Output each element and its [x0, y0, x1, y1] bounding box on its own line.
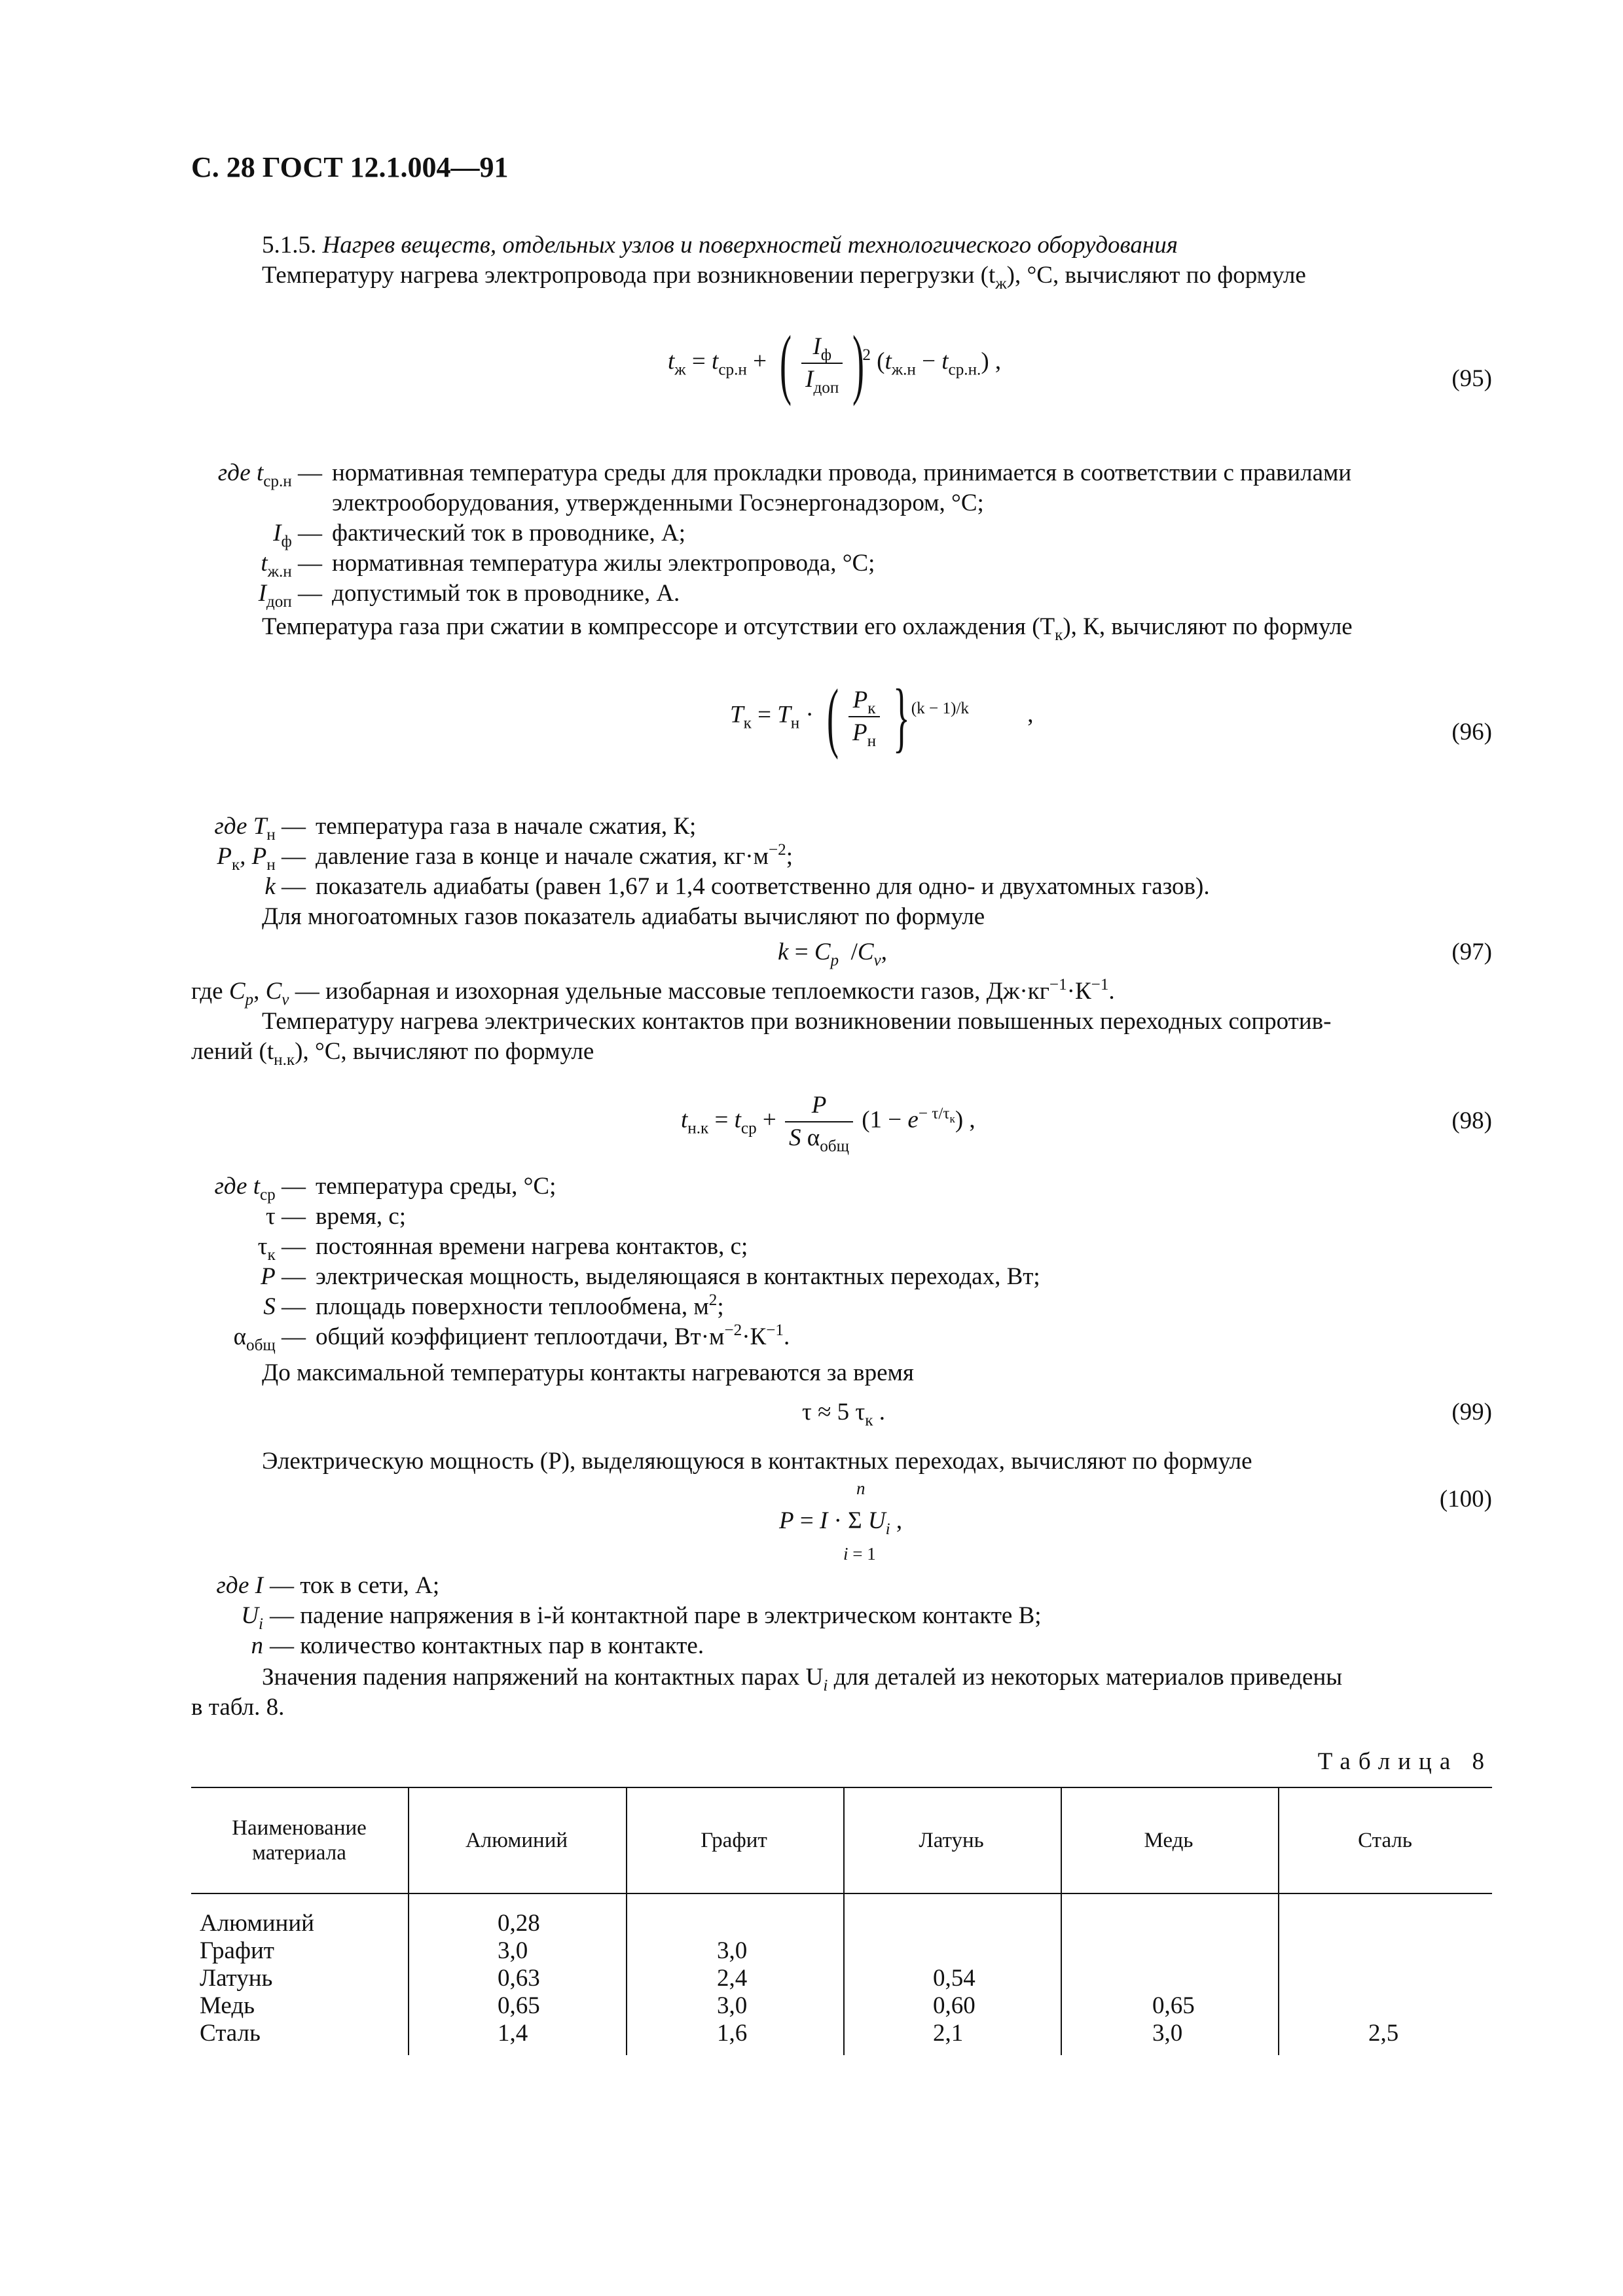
definition-row: где I — ток в сети, А; [216, 1572, 440, 1599]
definition-row: $P_к$, $P_н$ — давление газа в конце и начале сжатия, $кг\cdot м^{-2}$; [217, 841, 793, 874]
table-header-cell: Латунь [919, 1829, 984, 1852]
table-header-cell: Медь [1144, 1829, 1194, 1852]
table-divider [843, 1787, 845, 2055]
table-divider [1278, 1787, 1279, 2055]
definition-row: $U_i$ — падение напряжения в i-й контактной паре в электрическом контакте В; [241, 1602, 1042, 1633]
equation-number-98: (98) [1451, 1107, 1492, 1134]
outro-line1: Значения падения напряжений на контактных парах $U_i$ для деталей из некоторых материалов приведены [262, 1664, 1343, 1695]
outro-line2: в табл. 8. [191, 1694, 285, 1721]
formula-95: $t_ж = t_{ср.н}$ + ( $\frac{I_ф}{I_{доп}}$ )$^2$ $(t_{ж.н} - t_{ср.н.})$ , [668, 319, 1002, 406]
intro-96: Температура газа при сжатии в компрессоре и отсутствии его охлаждения $(T_к)$, К, вычисляют по формуле [262, 613, 1353, 644]
definition-row: $I_ф$ — фактический ток в проводнике, А; [273, 520, 686, 550]
definition-row: где $t_{ср.н}$ — нормативная температура среды для прокладки провода, принимается в соответствии с правилами [217, 459, 1352, 490]
table-header-cell: Сталь [1358, 1829, 1412, 1852]
definitions-95 [191, 458, 1494, 609]
definition-row: k — показатель адиабаты (равен 1,67 и 1,4 соответственно для одно- и двухатомных газов). [264, 873, 1210, 900]
intro-98-line1: Температуру нагрева электрических контактов при возникновении повышенных переходных сопротив- [262, 1008, 1332, 1035]
definitions-96 [191, 812, 1494, 902]
table-divider [626, 1787, 627, 2055]
formula-100: n P = I · Σ $U_i$ , i = 1 [779, 1479, 903, 1564]
equation-number-95: (95) [1451, 365, 1492, 392]
section-title [262, 230, 1178, 260]
definition-row: $I_{доп}$ — допустимый ток в проводнике, А. [258, 580, 680, 611]
definition-row: электрооборудования, утвержденными Госэнергонадзором, °С; [332, 490, 984, 516]
formula-96: $T_к = T_н$ · ( $\frac{P_к}{P_н}$ }$^{(k - 1)/k}$ , [730, 673, 1034, 760]
definition-row: где $T_н$ — температура газа в начале сжатия, К; [214, 813, 697, 844]
table-header-cell: Алюминий [465, 1829, 568, 1852]
table-header-cell: Графит [701, 1829, 767, 1852]
table-divider [1061, 1787, 1062, 2055]
definition-row: где $t_{ср}$ — температура среды, °С; [214, 1173, 556, 1204]
page-header: С. 28 ГОСТ 12.1.004—91 [191, 151, 509, 183]
section-number: 5.1.5. [262, 232, 317, 259]
equation-number-99: (99) [1451, 1399, 1492, 1426]
formula-97: $k = C_p$ $/C_v$, [778, 939, 887, 969]
definition-row: S — площадь поверхности теплообмена, $м^2$; [263, 1291, 724, 1320]
intro-95: Температуру нагрева электропровода при возникновении перегрузки $(t_ж)$, °С, вычисляют по формуле [262, 262, 1306, 293]
definition-row: τ — время, с; [265, 1203, 407, 1230]
definition-row: $t_{ж.н}$ — нормативная температура жилы электропровода, °С; [261, 550, 875, 581]
table-divider [408, 1787, 409, 2055]
table-caption: Таблица 8 [1317, 1748, 1492, 1775]
definition-row: P — электрическая мощность, выделяющаяся в контактных переходах, Вт; [261, 1263, 1040, 1290]
equation-number-96: (96) [1451, 719, 1492, 745]
formula-98: $t_{н.к} = t_{ср}$ + $\frac{P}{S \alpha_{общ}}$ $(1 - e^{- \tau/\tau_к})$ , [681, 1090, 976, 1154]
table-header-cell: Наименование материала [232, 1816, 367, 1865]
definitions-100 [191, 1571, 1494, 1661]
definition-row: $\tau_к$ — постоянная времени нагрева контактов, с; [257, 1233, 748, 1264]
intro-99: До максимальной температуры контакты нагреваются за время [262, 1359, 914, 1386]
definition-97: где $C_p$, $C_v$ — изобарная и изохорная удельные массовые теплоемкости газов, $Дж\cdot кг^{-1}\cdot К^{-1}$. [191, 976, 1115, 1009]
formula-99: τ ≈ 5 $\tau_к$ . [802, 1399, 886, 1429]
intro-100: Электрическую мощность (P), выделяющуюся в контактных переходах, вычисляют по формуле [262, 1448, 1252, 1475]
table-header [191, 1787, 1492, 1894]
intro-98-line2: лений $(t_{н.к})$, °С, вычисляют по формуле [191, 1038, 594, 1069]
equation-number-97: (97) [1451, 939, 1492, 965]
definition-row: n — количество контактных пар в контакте. [251, 1632, 704, 1659]
intro-97: Для многоатомных газов показатель адиабаты вычисляют по формуле [262, 903, 985, 930]
definitions-98 [191, 1172, 1494, 1352]
section-title-text: Нагрев веществ, отдельных узлов и поверхностей технологического оборудования [322, 232, 1178, 259]
equation-number-100: (100) [1439, 1486, 1492, 1513]
definition-row: $\alpha_{общ}$ — общий коэффициент теплоотдачи, $Вт\cdot м^{-2}\cdot К^{-1}$. [233, 1321, 790, 1354]
